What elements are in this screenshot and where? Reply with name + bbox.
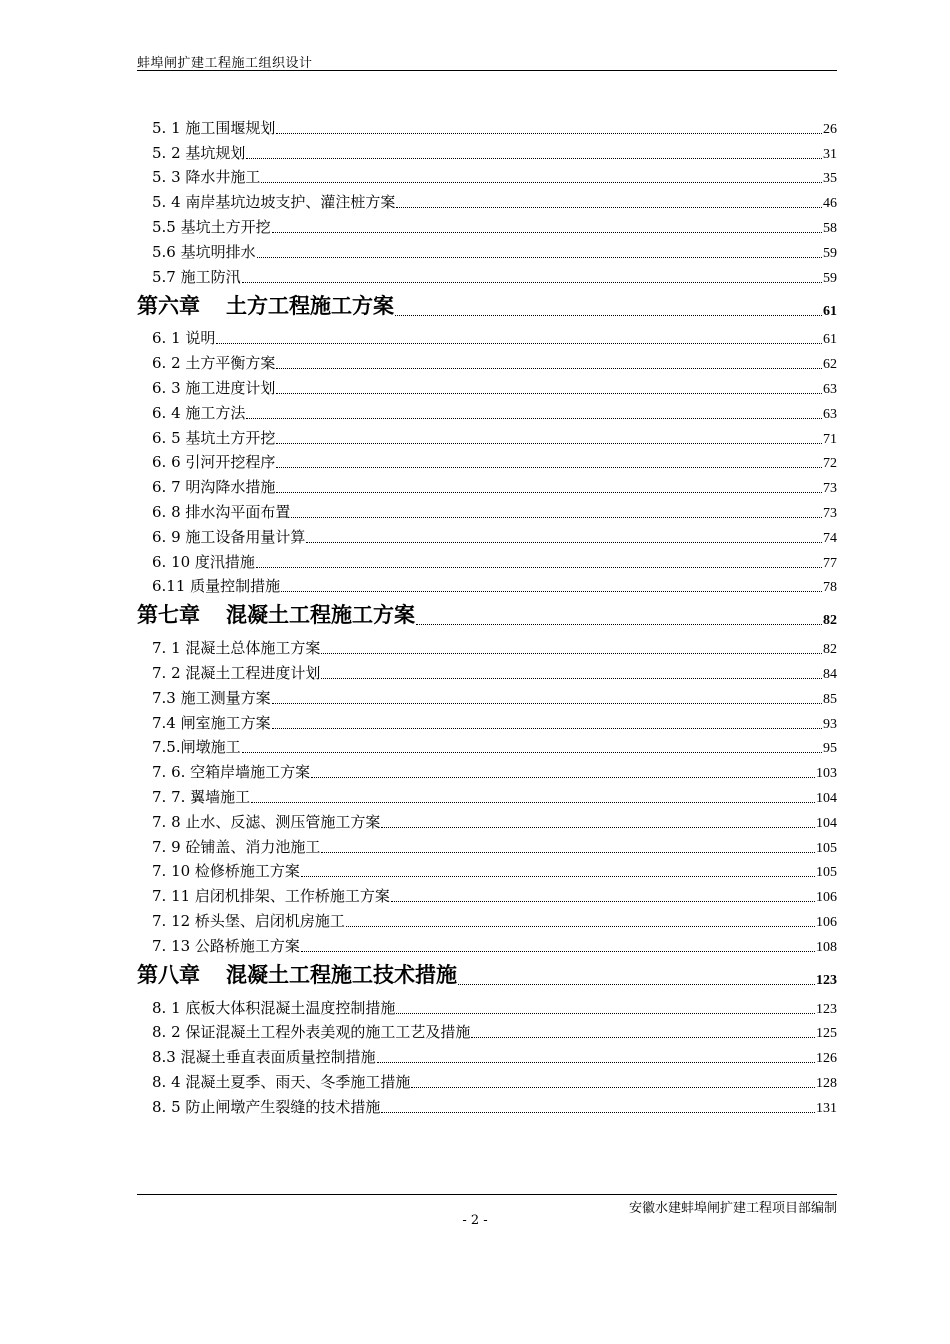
toc-dot-leader: [321, 852, 815, 853]
toc-section-entry[interactable]: [137, 708, 837, 733]
toc-section-entry[interactable]: [137, 324, 837, 349]
toc-chapter-title: 土方工程施工方案: [226, 292, 394, 318]
toc-section-label: 7.3 施工测量方案: [152, 688, 271, 707]
toc-section-entry[interactable]: [137, 163, 837, 188]
toc-dot-leader: [381, 1112, 815, 1113]
toc-dot-leader: [257, 257, 822, 258]
toc-chapter-heading: [137, 599, 415, 629]
toc-dot-leader: [276, 467, 822, 468]
toc-section-entry[interactable]: [137, 547, 837, 572]
toc-dot-leader: [272, 232, 822, 233]
toc-chapter-heading: [137, 290, 394, 320]
toc-section-label: 7. 2 混凝土工程进度计划: [152, 663, 321, 682]
toc-page-number: 126: [816, 1051, 837, 1067]
toc-section-entry[interactable]: [137, 262, 837, 287]
toc-chapter-title: 混凝土工程施工技术措施: [226, 961, 457, 987]
toc-dot-leader: [276, 393, 822, 394]
toc-dot-leader: [251, 802, 815, 803]
toc-section-label: 6. 8 排水沟平面布置: [152, 502, 291, 521]
toc-section-label: 6. 9 施工设备用量计算: [152, 527, 306, 546]
footer-organization: 安徽水建蚌埠闸扩建工程项目部编制: [628, 1201, 837, 1216]
toc-page-number: 59: [823, 245, 837, 261]
toc-section-label: 6. 7 明沟降水措施: [152, 478, 276, 497]
toc-section-entry[interactable]: [137, 187, 837, 212]
toc-page-number: 58: [823, 220, 837, 236]
toc-section-label: 7. 10 检修桥施工方案: [152, 862, 300, 881]
toc-dot-leader: [306, 542, 822, 543]
toc-section-entry[interactable]: [137, 1018, 837, 1043]
toc-page-number: 108: [816, 939, 837, 955]
toc-section-label: 7. 7. 翼墙施工: [152, 787, 251, 806]
toc-section-label: 8.3 混凝土垂直表面质量控制措施: [152, 1048, 376, 1067]
toc-page-number: 128: [816, 1075, 837, 1091]
toc-page-number: 77: [823, 555, 837, 571]
toc-page-number: 106: [816, 914, 837, 930]
toc-page-number: 31: [823, 146, 837, 162]
toc-dot-leader: [396, 207, 822, 208]
toc-section-entry[interactable]: [137, 906, 837, 931]
toc-section-entry[interactable]: [137, 993, 837, 1018]
toc-section-label: 6. 1 说明: [152, 329, 216, 348]
toc-section-label: 8. 5 防止闸墩产生裂缝的技术措施: [152, 1097, 381, 1116]
toc-section-entry[interactable]: [137, 423, 837, 448]
toc-page-number: 26: [823, 121, 837, 137]
toc-dot-leader: [458, 984, 815, 985]
toc-page-number: 63: [823, 406, 837, 422]
toc-section-entry[interactable]: [137, 237, 837, 262]
toc-section-entry[interactable]: [137, 1092, 837, 1117]
toc-chapter-number: 第六章: [137, 292, 200, 318]
toc-section-entry[interactable]: [137, 1067, 837, 1092]
toc-chapter-number: 第八章: [137, 961, 200, 987]
toc-section-label: 5.7 施工防汛: [152, 267, 241, 286]
toc-dot-leader: [256, 567, 822, 568]
toc-dot-leader: [276, 368, 822, 369]
toc-section-entry[interactable]: [137, 497, 837, 522]
toc-page-number: 123: [816, 972, 837, 988]
toc-section-label: 8. 2 保证混凝土工程外表美观的施工工艺及措施: [152, 1023, 471, 1042]
toc-page-number: 105: [816, 840, 837, 856]
toc-dot-leader: [377, 1062, 815, 1063]
toc-section-entry[interactable]: [137, 658, 837, 683]
toc-chapter-title: 混凝土工程施工方案: [226, 602, 415, 628]
toc-section-label: 7.4 闸室施工方案: [152, 713, 271, 732]
toc-section-entry[interactable]: [137, 138, 837, 163]
toc-section-label: 6. 5 基坑土方开挖: [152, 428, 276, 447]
toc-section-entry[interactable]: [137, 1042, 837, 1067]
toc-page-number: 125: [816, 1026, 837, 1042]
toc-page-number: 123: [816, 1001, 837, 1017]
toc-section-label: 7. 9 砼铺盖、消力池施工: [152, 837, 321, 856]
toc-section-entry[interactable]: [137, 881, 837, 906]
toc-dot-leader: [272, 728, 822, 729]
footer-rule: [137, 1194, 837, 1195]
toc-section-label: 7. 6. 空箱岸墙施工方案: [152, 763, 311, 782]
toc-dot-leader: [242, 282, 822, 283]
toc-chapter-entry[interactable]: [137, 287, 837, 324]
toc-dot-leader: [242, 752, 822, 753]
toc-page-number: 61: [823, 332, 837, 348]
toc-section-label: 6.11 质量控制措施: [152, 577, 281, 596]
toc-dot-leader: [395, 315, 822, 316]
toc-section-entry[interactable]: [137, 472, 837, 497]
toc-page-number: 71: [823, 431, 837, 447]
toc-dot-leader: [381, 827, 815, 828]
toc-dot-leader: [276, 492, 822, 493]
toc-dot-leader: [321, 678, 822, 679]
toc-page-number: 78: [823, 580, 837, 596]
toc-page-number: 63: [823, 381, 837, 397]
toc-section-label: 8. 4 混凝土夏季、雨天、冬季施工措施: [152, 1072, 411, 1091]
toc-section-entry[interactable]: [137, 212, 837, 237]
page-number: - 2 -: [462, 1213, 488, 1228]
toc-chapter-heading: [137, 959, 457, 989]
toc-dot-leader: [471, 1037, 815, 1038]
toc-chapter-entry[interactable]: [137, 956, 837, 993]
toc-page-number: 82: [823, 642, 837, 658]
toc-section-label: 5.5 基坑土方开挖: [152, 217, 271, 236]
toc-page-number: 35: [823, 171, 837, 187]
toc-dot-leader: [416, 624, 822, 625]
toc-dot-leader: [346, 926, 815, 927]
toc-page-number: 93: [823, 716, 837, 732]
toc-section-entry[interactable]: [137, 572, 837, 597]
toc-section-entry[interactable]: [137, 931, 837, 956]
toc-page-number: 104: [816, 815, 837, 831]
toc-page-number: 72: [823, 456, 837, 472]
toc-dot-leader: [301, 951, 815, 952]
toc-page-number: 82: [823, 613, 837, 629]
toc-section-entry[interactable]: [137, 683, 837, 708]
toc-section-label: 7. 8 止水、反滤、测压管施工方案: [152, 812, 381, 831]
toc-section-entry[interactable]: [137, 373, 837, 398]
toc-section-label: 5. 2 基坑规划: [152, 143, 246, 162]
toc-section-label: 8. 1 底板大体积混凝土温度控制措施: [152, 998, 396, 1017]
toc-section-entry[interactable]: [137, 733, 837, 758]
toc-page-number: 61: [823, 303, 837, 319]
toc-dot-leader: [246, 418, 822, 419]
toc-section-label: 5.6 基坑明排水: [152, 242, 256, 261]
toc-page-number: 59: [823, 270, 837, 286]
toc-page-number: 95: [823, 741, 837, 757]
header-rule: [137, 70, 837, 71]
toc-dot-leader: [301, 876, 815, 877]
toc-section-entry[interactable]: [137, 807, 837, 832]
toc-section-label: 6. 10 度汛措施: [152, 552, 255, 571]
toc-section-label: 7. 12 桥头堡、启闭机房施工: [152, 911, 345, 930]
toc-section-label: 5. 3 降水井施工: [152, 168, 261, 187]
toc-dot-leader: [281, 591, 822, 592]
toc-section-label: 7. 13 公路桥施工方案: [152, 936, 300, 955]
toc-dot-leader: [411, 1087, 815, 1088]
toc-section-label: 6. 6 引河开挖程序: [152, 453, 276, 472]
toc-page-number: 74: [823, 530, 837, 546]
toc-section-entry[interactable]: [137, 113, 837, 138]
toc-page-number: 131: [816, 1100, 837, 1116]
toc-dot-leader: [272, 703, 822, 704]
toc-section-entry[interactable]: [137, 522, 837, 547]
toc-page-number: 73: [823, 481, 837, 497]
toc-dot-leader: [391, 901, 815, 902]
toc-section-label: 7. 11 启闭机排架、工作桥施工方案: [152, 887, 390, 906]
toc-chapter-entry[interactable]: [137, 596, 837, 633]
toc-dot-leader: [276, 133, 822, 134]
toc-section-entry[interactable]: [137, 448, 837, 473]
toc-page-number: 85: [823, 691, 837, 707]
toc-section-entry[interactable]: [137, 398, 837, 423]
toc-page-number: 62: [823, 357, 837, 373]
toc-dot-leader: [311, 777, 815, 778]
toc-dot-leader: [321, 653, 822, 654]
toc-section-entry[interactable]: [137, 348, 837, 373]
toc-section-label: 7.5.闸墩施工: [152, 738, 241, 757]
toc-dot-leader: [216, 343, 822, 344]
page-header-title: 蚌埠闸扩建工程施工组织设计: [137, 56, 313, 71]
toc-page-number: 84: [823, 666, 837, 682]
toc-section-entry[interactable]: [137, 633, 837, 658]
toc-page-number: 104: [816, 790, 837, 806]
toc-section-entry[interactable]: [137, 857, 837, 882]
toc-dot-leader: [276, 443, 822, 444]
toc-section-entry[interactable]: [137, 832, 837, 857]
toc-section-label: 5. 4 南岸基坑边坡支护、灌注桩方案: [152, 193, 396, 212]
toc-dot-leader: [261, 182, 822, 183]
toc-page-number: 105: [816, 865, 837, 881]
toc-section-label: 6. 3 施工进度计划: [152, 378, 276, 397]
toc-dot-leader: [291, 517, 822, 518]
toc-section-label: 7. 1 混凝土总体施工方案: [152, 639, 321, 658]
toc-section-label: 5. 1 施工围堰规划: [152, 118, 276, 137]
toc-page-number: 46: [823, 196, 837, 212]
table-of-contents: [137, 113, 837, 1117]
toc-dot-leader: [246, 158, 822, 159]
toc-section-label: 6. 2 土方平衡方案: [152, 354, 276, 373]
toc-page-number: 106: [816, 890, 837, 906]
toc-page-number: 73: [823, 505, 837, 521]
toc-section-label: 6. 4 施工方法: [152, 403, 246, 422]
toc-section-entry[interactable]: [137, 782, 837, 807]
toc-section-entry[interactable]: [137, 757, 837, 782]
toc-page-number: 103: [816, 766, 837, 782]
toc-dot-leader: [396, 1013, 815, 1014]
toc-chapter-number: 第七章: [137, 602, 200, 628]
